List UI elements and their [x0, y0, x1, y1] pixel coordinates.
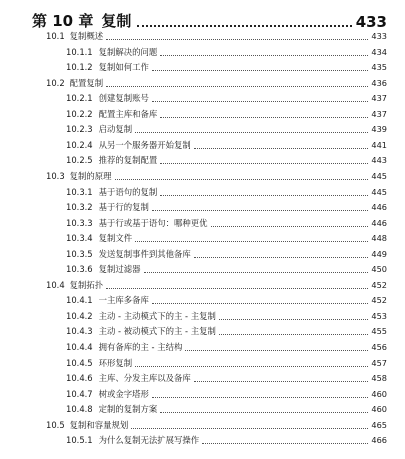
toc-section-entry[interactable] — [46, 75, 387, 91]
toc-subsection-entry[interactable] — [66, 339, 387, 355]
entry-title: 复制如何工作 — [98, 62, 149, 73]
entry-page: 439 — [371, 124, 387, 135]
toc-subsection-entry[interactable] — [66, 355, 387, 371]
entry-page: 437 — [371, 93, 387, 104]
entry-number: 10.3.5 — [66, 248, 93, 259]
leader-dots — [219, 333, 369, 335]
entry-title: 推荐的复制配置 — [98, 155, 158, 166]
toc-subsection-entry[interactable] — [66, 308, 387, 324]
entry-page: 452 — [371, 295, 387, 306]
chapter-leader-dots — [137, 24, 351, 27]
entry-title: 发送复制事件到其他备库 — [98, 248, 191, 259]
entry-number: 10.4.5 — [66, 357, 93, 368]
entry-page: 453 — [371, 310, 387, 321]
entry-number: 10.4.8 — [66, 404, 93, 415]
entry-page: 437 — [371, 108, 387, 119]
leader-dots — [106, 85, 368, 87]
leader-dots — [194, 380, 369, 382]
entry-title: 基于行或基于语句：哪种更优 — [98, 217, 208, 228]
entry-title: 树或金字塔形 — [98, 388, 149, 399]
entry-page: 452 — [371, 279, 387, 290]
leader-dots — [194, 256, 369, 258]
leader-dots — [144, 271, 369, 273]
toc-section-entry[interactable] — [46, 28, 387, 44]
leader-dots — [160, 411, 368, 413]
entry-number: 10.3.1 — [66, 186, 93, 197]
entry-title: 环形复制 — [98, 357, 133, 368]
leader-dots — [135, 240, 368, 242]
entry-title: 复制概述 — [69, 31, 104, 41]
chapter-title: 复制 — [101, 12, 132, 30]
entry-page: 456 — [371, 342, 387, 352]
leader-dots — [152, 100, 368, 102]
entry-page: 458 — [371, 373, 387, 384]
entry-title: 复制的原理 — [69, 170, 112, 181]
entry-title: 启动复制 — [98, 124, 133, 135]
toc-section-entry[interactable] — [46, 417, 387, 433]
entry-title: 基于语句的复制 — [98, 186, 158, 197]
leader-dots — [152, 209, 368, 211]
entry-page: 449 — [371, 248, 387, 259]
toc-section-entry[interactable] — [46, 168, 387, 184]
entry-number: 10.3.3 — [66, 217, 93, 228]
toc-subsection-entry[interactable] — [66, 121, 387, 137]
toc-subsection-entry[interactable] — [66, 90, 387, 106]
entry-page: 436 — [371, 77, 387, 88]
toc-subsection-entry[interactable] — [66, 137, 387, 153]
toc-subsection-entry[interactable] — [66, 261, 387, 277]
entry-number: 10.4.1 — [66, 295, 93, 306]
entry-number: 10.4.7 — [66, 388, 93, 399]
entry-number: 10.2.3 — [66, 124, 93, 135]
leader-dots — [135, 365, 368, 367]
entry-page: 446 — [371, 202, 387, 213]
entry-number: 10.1.1 — [66, 46, 93, 57]
toc-subsection-entry[interactable] — [66, 386, 387, 402]
leader-dots — [211, 225, 369, 227]
entry-page: 466 — [371, 435, 387, 446]
leader-dots — [160, 162, 368, 164]
entry-number: 10.5.1 — [66, 435, 93, 446]
leader-dots — [152, 69, 368, 71]
entry-page: 455 — [371, 326, 387, 337]
entry-page: 460 — [371, 388, 387, 399]
entry-number: 10.2.2 — [66, 108, 93, 119]
entry-number: 10.4.6 — [66, 373, 93, 384]
entry-page: 465 — [371, 419, 387, 430]
entry-page: 460 — [371, 404, 387, 415]
toc-subsection-entry[interactable] — [66, 370, 387, 386]
entry-number: 10.4.2 — [66, 310, 93, 321]
leader-dots — [160, 194, 368, 196]
leader-dots — [160, 54, 368, 56]
entry-title: 复制解决的问题 — [98, 46, 158, 57]
entry-number: 10.5 — [46, 419, 65, 430]
entry-page: 435 — [371, 62, 387, 73]
toc-subsection-entry[interactable] — [66, 246, 387, 262]
leader-dots — [185, 349, 368, 351]
entry-title: 从另一个服务器开始复制 — [98, 139, 191, 150]
entry-title: 复制文件 — [98, 233, 133, 244]
entry-number: 10.4.4 — [66, 342, 93, 352]
entry-page: 445 — [371, 170, 387, 181]
entry-number: 10.2 — [46, 77, 65, 88]
leader-dots — [106, 38, 368, 40]
toc-subsection-entry[interactable] — [66, 215, 387, 231]
entry-number: 10.3.4 — [66, 233, 93, 244]
entry-title: 主动 - 被动模式下的主 - 主复制 — [98, 326, 216, 337]
toc-subsection-entry[interactable] — [66, 292, 387, 308]
entry-title: 为什么复制无法扩展写操作 — [98, 435, 200, 446]
toc-section-entry[interactable] — [46, 277, 387, 293]
leader-dots — [194, 147, 369, 149]
entry-number: 10.3.6 — [66, 264, 93, 275]
leader-dots — [202, 442, 368, 444]
entry-page: 446 — [371, 217, 387, 228]
entry-number: 10.3 — [46, 170, 65, 181]
entry-number: 10.4 — [46, 279, 65, 290]
entry-title: 一主库多备库 — [98, 295, 149, 306]
entry-title: 主库、分发主库以及备库 — [98, 373, 191, 384]
entry-number: 10.1.2 — [66, 62, 93, 73]
chapter-number: 第 10 章 — [32, 12, 94, 30]
leader-dots — [160, 116, 368, 118]
entry-title: 配置主库和备库 — [98, 108, 158, 119]
leader-dots — [152, 302, 368, 304]
entry-number: 10.2.5 — [66, 155, 93, 166]
entry-number: 10.4.3 — [66, 326, 93, 337]
entry-page: 457 — [371, 357, 387, 368]
toc-subsection-entry[interactable] — [66, 184, 387, 200]
entry-title: 基于行的复制 — [98, 202, 149, 213]
toc-subsection-entry[interactable] — [66, 44, 387, 60]
toc-subsection-entry[interactable] — [66, 401, 387, 417]
toc-subsection-entry[interactable] — [66, 59, 387, 75]
leader-dots — [131, 427, 368, 429]
leader-dots — [219, 318, 369, 320]
entry-number: 10.1 — [46, 31, 65, 41]
toc-subsection-entry[interactable] — [66, 432, 387, 448]
toc-subsection-entry[interactable] — [66, 199, 387, 215]
leader-dots — [135, 131, 368, 133]
entry-title: 主动 - 主动模式下的主 - 主复制 — [98, 310, 216, 321]
leader-dots — [152, 396, 368, 398]
leader-dots — [115, 178, 369, 180]
entry-number: 10.2.1 — [66, 93, 93, 104]
entry-page: 448 — [371, 233, 387, 244]
entry-title: 复制和容量规划 — [69, 419, 129, 430]
entry-title: 定制的复制方案 — [98, 404, 158, 415]
chapter-page: 433 — [355, 13, 387, 31]
entry-page: 445 — [371, 186, 387, 197]
entry-title: 创建复制账号 — [98, 93, 149, 104]
entry-page: 450 — [371, 264, 387, 275]
entry-page: 434 — [371, 46, 387, 57]
toc-subsection-entry[interactable] — [66, 106, 387, 122]
toc-subsection-entry[interactable] — [66, 230, 387, 246]
leader-dots — [106, 287, 368, 289]
toc-subsection-entry[interactable] — [66, 152, 387, 168]
entry-number: 10.2.4 — [66, 139, 93, 150]
entry-title: 拥有备库的主 - 主结构 — [98, 342, 183, 352]
entry-page: 433 — [371, 31, 387, 41]
entry-page: 441 — [371, 139, 387, 150]
toc-subsection-entry[interactable] — [66, 323, 387, 339]
entry-title: 复制过滤器 — [98, 264, 141, 275]
entry-title: 配置复制 — [69, 77, 104, 88]
entry-page: 443 — [371, 155, 387, 166]
entry-title: 复制拓扑 — [69, 279, 104, 290]
entry-number: 10.3.2 — [66, 202, 93, 213]
